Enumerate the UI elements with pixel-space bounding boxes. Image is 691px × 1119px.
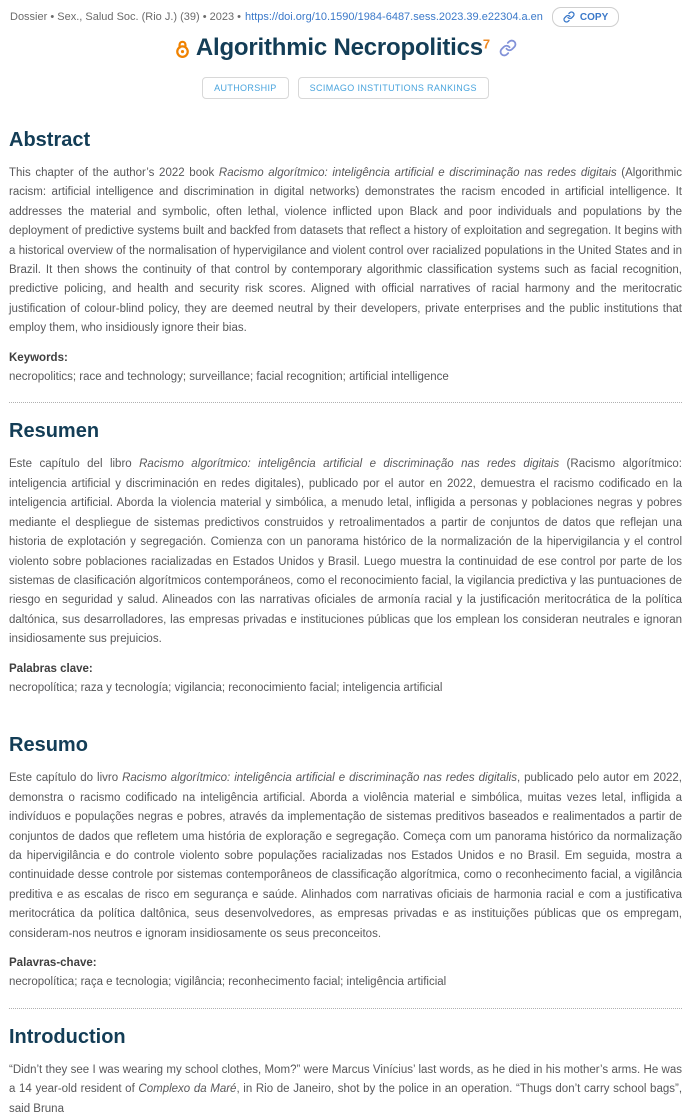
palabras-clave-label: Palabras clave: — [9, 662, 93, 675]
badge-row — [9, 77, 682, 99]
abstract-keywords — [9, 349, 682, 388]
section-divider — [9, 402, 682, 403]
section-introduction — [9, 1026, 682, 1119]
section-abstract — [9, 129, 682, 387]
breadcrumb: Dossier • Sex., Salud Soc. (Rio J.) (39) • 2023 • — [10, 11, 242, 23]
section-resumo — [9, 734, 682, 992]
authorship-button[interactable]: AUTHORSHIP — [202, 77, 289, 99]
palavras-chave-label: Palavras-chave: — [9, 957, 97, 969]
page-title: Algorithmic Necropolitics — [195, 34, 483, 61]
title-link-icon[interactable] — [499, 39, 517, 62]
keywords-label: Keywords: — [9, 351, 68, 364]
resumo-keywords — [9, 954, 682, 993]
copy-button[interactable] — [552, 7, 619, 27]
doi-link[interactable]: https://doi.org/10.1590/1984-6487.sess.2023.39.e22304.a.en — [245, 11, 543, 23]
introduction-heading: Introduction — [9, 1025, 126, 1048]
abstract-paragraph: This chapter of the author’s 2022 book Racismo algorítmico: inteligência artificial e discriminação nas redes digitais (Algorithmic racism: artificial intelligence and discrimination in digital networks) demonstrates the racism encoded in artificial intelligence. It addresses the material and symbolic, often lethal, violence inflicted upon Black and poor individuals and populations by the deployment of predictive systems built and backfed from datasets that reflect a history of exploitation and segregation. It begins with a historical overview of the normalisation of hypervigilance and violent control over racialized populations in the United States and in Brazil. It then shows the continuity of that control by contemporary algorithmic classification systems such as facial recognition, predictive policing, and health and security risk scores. Aligned with official narratives of racial harmony and the meritocratic justification of colour-blind policy, they are deemed neutral by their developers, private enterprises and the public institutions that employ them, who insidiously ignore their bias. — [9, 167, 682, 335]
keywords-list: necropolitics; race and technology; surveillance; facial recognition; artificial intelligence — [9, 371, 449, 384]
section-resumen — [9, 420, 682, 698]
palavras-chave-list: necropolítica; raça e tecnologia; vigilância; reconhecimento facial; inteligência artificial — [9, 976, 447, 989]
section-divider — [9, 1008, 682, 1009]
open-access-icon — [174, 39, 191, 64]
introduction-paragraph: “Didn’t they see I was wearing my school clothes, Mom?” were Marcus Vinícius’ last words, as he died in his mother’s arms. He was a 14 year-old resident of Complexo da Maré, in Rio de Janeiro, shot by the police in an operation. “Thugs don’t carry school bags”, said Bruna — [9, 1063, 683, 1115]
resumo-heading: Resumo — [9, 734, 88, 757]
copy-link-icon — [563, 11, 575, 23]
breadcrumb-bar — [9, 0, 682, 29]
abstract-heading: Abstract — [9, 129, 91, 151]
resumen-keywords — [9, 660, 682, 699]
title-footnote-ref[interactable]: 7 — [482, 36, 491, 52]
resumo-paragraph: Este capítulo do livro Racismo algorítmico: inteligência artificial e discriminação nas redes digitalis, publicado pelo autor em 2022, demonstra o racismo codificado na inteligência artificial. Aborda a violência material e simbólica, muitas vezes letal, infligida a indivíduos e populações negras e pobres, através da implementação de sistemas preditivos baseados e realimentados a partir de conjuntos de dados que refletem uma história de exploração e segregação. Começa com um panorama histórico da normalização da hipervigilância e do controle violento sobre populações racializadas nos Estados Unidos e no Brasil. Em seguida, mostra a continuidade desse controle por sistemas contemporâneos de classificação algorítmica, como o reconhecimento facial, a vigilância preditiva e as escalas de risco em segurança e saúde. Alinhados com narrativas oficiais de harmonia racial e com a justificativa meritocrática da política daltônica, seus desenvolvedores, as empresas privadas e as instituições públicas que os empregam, consideram-nos neutros e ignoram insidiosamente os seus preconceitos. — [9, 772, 682, 940]
resumen-heading: Resumen — [9, 420, 100, 443]
resumen-paragraph: Este capítulo del libro Racismo algorítmico: inteligência artificial e discriminação nas redes digitais (Racismo algorítmico: inteligencia artificial y discriminación en redes digitales), publicado por el autor en 2022, demuestra el racismo codificado en la inteligencia artificial. Aborda la violencia material y simbólica, a menudo letal, infligida a personas y poblaciones negras y pobres mediante el despliegue de sistemas predictivos construidos y retroalimentados a partir de conjuntos de datos que reflejan una historia de explotación y segregación. Comienza con un panorama histórico de la normalización de la hipervigilancia y el control violento sobre poblaciones racializadas en Estados Unidos y Brasil. Luego muestra la continuidad de ese control por parte de los sistemas de clasificación algorítmicos contemporáneos, como el reconocimiento facial, la vigilancia predictiva y las puntuaciones de riesgo en seguridad y salud. Alineados con las narrativas oficiales de armonía racial y la justificación meritocrática de la política daltónica, sus desarrolladores, las empresas privadas e instituciones públicas que los emplean los consideran neutrales e ignoran insidiosamente sus prejuicios. — [9, 458, 682, 646]
copy-button-label: COPY — [579, 11, 609, 23]
palabras-clave-list: necropolítica; raza y tecnología; vigilancia; reconocimiento facial; inteligencia artificial — [9, 681, 443, 694]
scimago-rankings-button[interactable]: SCIMAGO INSTITUTIONS RANKINGS — [298, 77, 489, 99]
title-row — [9, 34, 682, 64]
